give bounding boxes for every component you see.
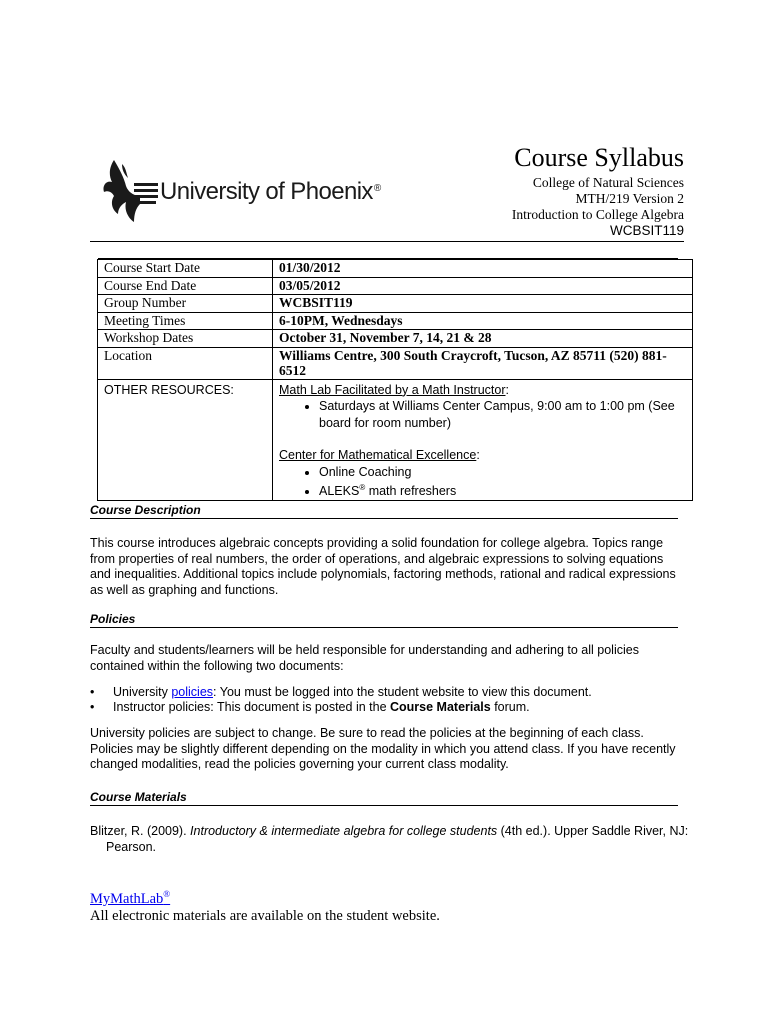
course-code: MTH/219 Version 2 <box>575 191 684 206</box>
table-row <box>98 295 693 313</box>
page-title: Course Syllabus <box>514 143 684 172</box>
table-row <box>98 379 693 500</box>
row-label: OTHER RESOURCES: <box>98 379 273 500</box>
list-item: • University policies: You must be logged into the student website to view this document. <box>90 685 690 700</box>
row-label: Meeting Times <box>98 312 273 330</box>
list-item: • Saturdays at Williams Center Campus, 9:00 am to 1:00 pm (See board for room number) <box>319 398 686 431</box>
college-name: College of Natural Sciences <box>532 175 684 190</box>
policies-note: University policies are subject to change. Be sure to read the policies at the beginning of each class. Policies may be slightly different depending on the modality in which you attend class. If you have recently changed modalities, read the policies governing your current class modality. <box>90 726 676 771</box>
textbook-reference: Blitzer, R. (2009). Introductory & intermediate algebra for college students (4th ed.). Upper Saddle River, NJ: Pearson. <box>90 824 689 854</box>
list-item: • Instructor policies: This document is posted in the Course Materials forum. <box>90 700 690 715</box>
course-name: Introduction to College Algebra <box>511 207 684 222</box>
course-description-text: This course introduces algebraic concepts providing a solid foundation for college algebra. Topics range from properties of real numbers, the order of operations, and algebraic expressions to solving equations and inequalities. Additional topics include polynomials, factoring methods, rational and radical expressions as well as graphing and functions. <box>90 536 676 597</box>
row-label: Group Number <box>98 295 273 313</box>
mymathlab-link-wrapper <box>90 889 170 908</box>
list-item: • ALEKS® math refreshers <box>319 480 686 500</box>
logo-wordmark: University of Phoenix® <box>160 178 381 205</box>
electronic-materials-note: All electronic materials are available on the student website. <box>90 908 440 924</box>
row-value: 6-10PM, Wednesdays <box>273 312 693 330</box>
policies-intro: Faculty and students/learners will be held responsible for understanding and adhering to all policies contained within the following two documents: <box>90 643 639 673</box>
row-label: Course End Date <box>98 277 273 295</box>
mymathlab-link[interactable]: MyMathLab® <box>90 889 171 907</box>
row-label: Workshop Dates <box>98 330 273 348</box>
table-row <box>98 312 693 330</box>
header-divider <box>90 241 684 242</box>
row-value: October 31, November 7, 14, 21 & 28 <box>273 330 693 348</box>
policies-list <box>90 685 690 715</box>
list-item: • Online Coaching <box>319 464 686 481</box>
table-row <box>98 330 693 348</box>
table-row <box>98 260 693 278</box>
row-label: Location <box>98 347 273 379</box>
course-info-table <box>97 259 693 501</box>
group-code: WCBSIT119 <box>609 223 684 238</box>
section-heading-course-materials: Course Materials <box>90 790 678 806</box>
cme-title: Center for Mathematical Excellence <box>279 448 477 462</box>
row-label: Course Start Date <box>98 260 273 278</box>
math-lab-title: Math Lab Facilitated by a Math Instructor <box>279 382 506 397</box>
section-heading-policies: Policies <box>90 612 678 628</box>
phoenix-bird-icon <box>100 156 160 226</box>
row-value: 03/05/2012 <box>273 277 693 295</box>
table-row <box>98 277 693 295</box>
row-value: Williams Centre, 300 South Craycroft, Tucson, AZ 85711 (520) 881-6512 <box>273 347 693 379</box>
row-value: 01/30/2012 <box>273 260 693 278</box>
row-value: WCBSIT119 <box>273 295 693 313</box>
policies-link[interactable]: policies <box>171 685 214 699</box>
other-resources: Math Lab Facilitated by a Math Instructor: • Saturdays at Williams Center Campus, 9:00 am to 1:00 pm (See board for room number) Center for Mathematical Excellence: • Online Coaching • ALEKS® math refreshers <box>273 379 693 500</box>
section-heading-course-description: Course Description <box>90 503 678 519</box>
university-logo <box>100 156 400 228</box>
table-row <box>98 347 693 379</box>
